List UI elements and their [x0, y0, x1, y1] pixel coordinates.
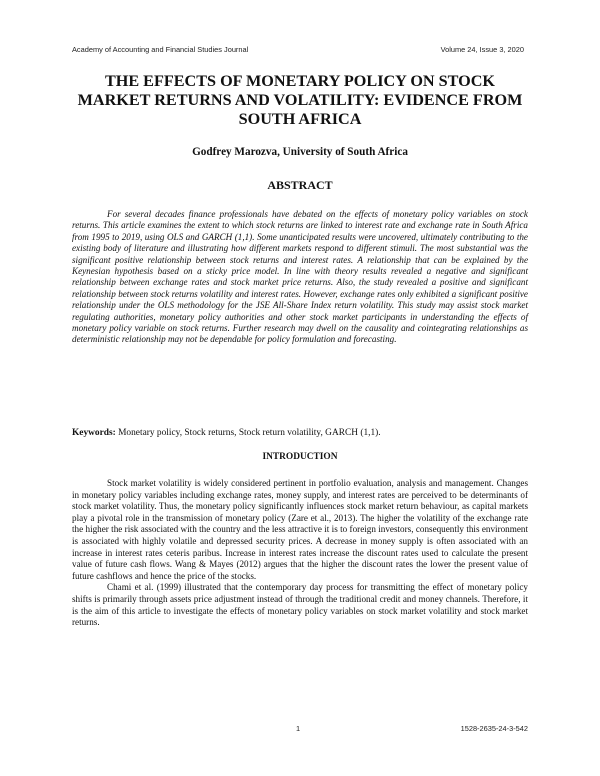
introduction-heading: INTRODUCTION [262, 452, 338, 462]
running-header-journal: Academy of Accounting and Financial Studies Journal [72, 45, 249, 54]
running-header-volume: Volume 24, Issue 3, 2020 [440, 45, 524, 54]
keywords-line [72, 428, 528, 438]
keywords-text: Monetary policy, Stock returns, Stock return volatility, GARCH (1,1). [118, 428, 381, 438]
article-code: 1528-2635-24-3-542 [460, 724, 528, 733]
introduction-body [72, 478, 528, 629]
keywords-label: Keywords: [72, 428, 116, 438]
abstract-heading: ABSTRACT [267, 178, 333, 192]
introduction-paragraph: Chami et al. (1999) illustrated that the contemporary day process for transmitting the effect of monetary policy shifts is primarily through assets price adjustment instead of through the traditional credit and money channels. Therefore, it is the aim of this article to investigate the effects of monetary policy variables on stock market volatility and stock market returns. [72, 582, 528, 628]
paper-title: THE EFFECTS OF MONETARY POLICY ON STOCK MARKET RETURNS AND VOLATILITY: EVIDENCE FROM SOUTH AFRICA [77, 72, 523, 128]
page-number: 1 [296, 724, 301, 733]
abstract-text: For several decades finance professionals have debated on the effects of monetary policy variables on stock returns. This article examines the extent to which stock returns are linked to interest rate and exchange rate in South Africa from 1995 to 2019, using OLS and GARCH (1,1). Some unanticipated results were uncovered, ultimately contributing to the existing body of literature and illustrating how different markets respond to different stimuli. The most substantial was the significant positive relationship between stock returns and interest rates. A relationship that can be explained by the Keynesian hypothesis based on a sticky price model. In line with theory results revealed a negative and significant relationship between exchange rates and stock market price returns. Also, the study revealed a positive and significant relationship between stock returns volatility and interest rates. However, exchange rates only exhibited a significant positive relationship under the OLS methodology for the JSE All-Share Index return volatility. This study may assist stock market regulating authorities, monetary policy authorities and other stock market participants in understanding the effects of monetary policy variable on stock returns. Further research may dwell on the causality and cointegrating relationships as deterministic relationship may not be dependable for policy formulation and forecasting. [72, 209, 528, 345]
author-line: Godfrey Marozva, University of South Africa [192, 146, 408, 158]
introduction-paragraph: Stock market volatility is widely considered pertinent in portfolio evaluation, analysis and management. Changes in monetary policy variables including exchange rates, money supply, and interest rates are perceived to be determinants of stock market volatility. Thus, the monetary policy significantly influences stock market return behaviour, as capital markets play a pivotal role in the transmission of monetary policy (Zare et al., 2013). The higher the volatility of the exchange rate the higher the risk associated with the country and the less attractive it is to foreign investors, consequently this environment is associated with highly volatile and depressed security prices. A decrease in money supply is often associated with an increase in interest rates ceteris paribus. Increase in interest rates increase the discount rates used to calculate the present value of future cash flows. Wang & Mayes (2012) argues that the higher the discount rates the lower the present value of future cashflows and hence the price of the stocks. [72, 478, 528, 581]
